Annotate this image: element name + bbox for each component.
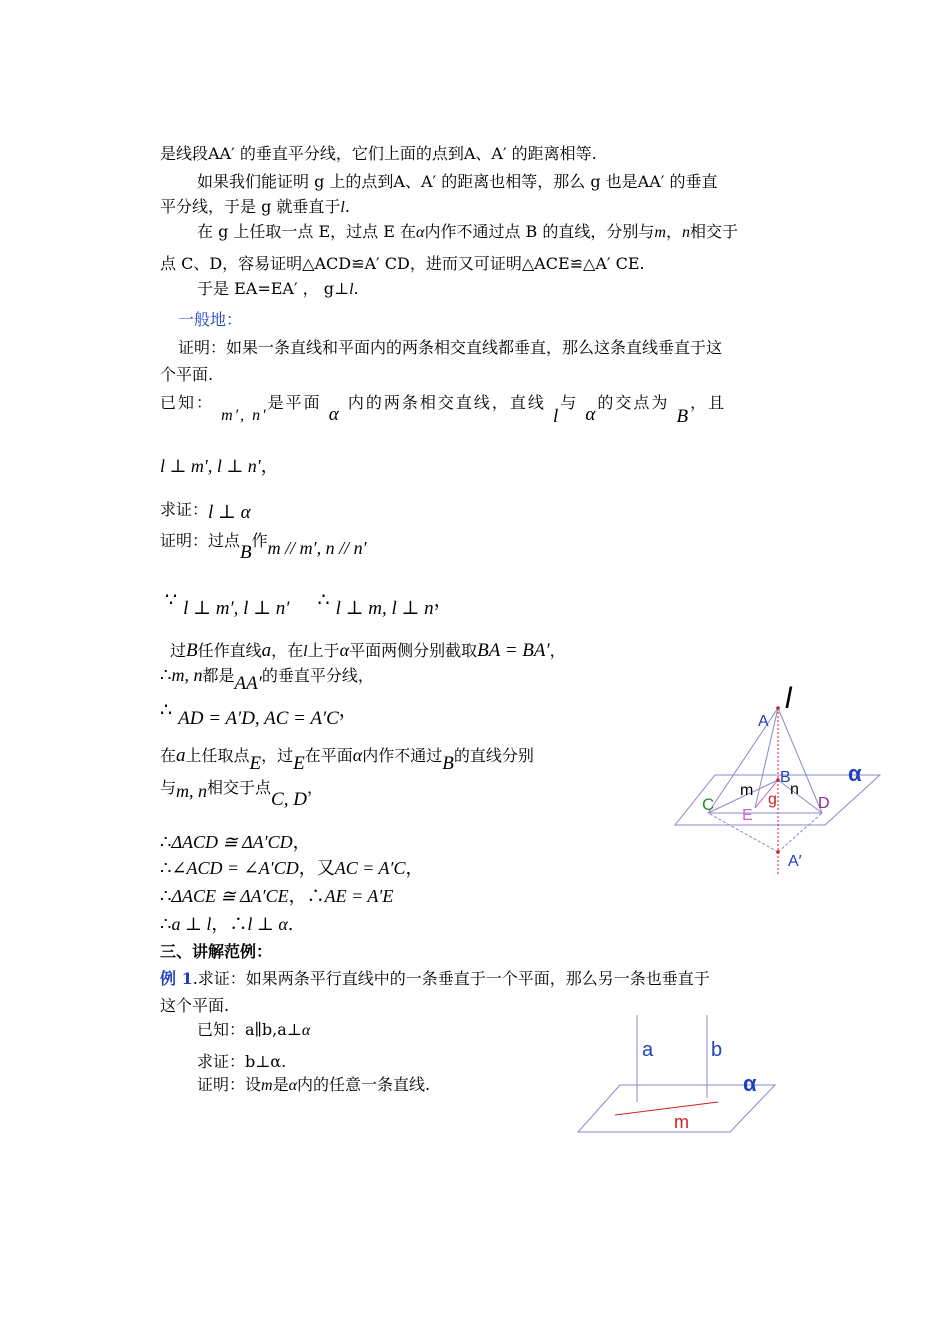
paragraph-2a: 如果我们能证明 g 上的点到A、A′ 的距离也相等，那么 g 也是AA′ 的垂直 <box>197 172 718 191</box>
example-prove: 求证：b⊥α. <box>197 1052 287 1071</box>
paragraph-2b: 平分线，于是 g 就垂直于l. <box>160 197 350 216</box>
proof-line-1: 证明：过点B作m // m′, n // n′ <box>160 531 367 563</box>
label-g: g <box>768 791 777 808</box>
example-proof: 证明：设m是α内的任意一条直线. <box>197 1075 431 1094</box>
label-C: C <box>702 795 715 814</box>
label-D: D <box>818 795 830 812</box>
parallel-lines-figure <box>570 1010 785 1140</box>
theorem-line-b: 个平面. <box>160 365 214 384</box>
example-1b: 这个平面. <box>160 996 230 1015</box>
segment-AD <box>778 708 822 813</box>
step-e: 与m, n相交于点C, D， <box>160 778 323 810</box>
conclusion-3: ∴ΔACE ≅ ΔA′CE，∴AE = A′E <box>160 886 394 907</box>
segment-A2D <box>778 813 822 852</box>
theorem-line-a: 证明：如果一条直线和平面内的两条相交直线都垂直，那么这条直线垂直于这 <box>178 338 723 357</box>
label-alpha: α <box>848 761 862 786</box>
paragraph-4: 于是 EA=EA′ ， g⊥l. <box>197 279 359 298</box>
conclusion-2: ∴∠ACD = ∠A′CD，又AC = A′C， <box>160 858 424 879</box>
label-b: b <box>711 1039 723 1061</box>
label-B: B <box>780 769 791 786</box>
label-alpha: α <box>743 1071 757 1096</box>
paragraph-3a: 在 g 上任取一点 E，过点 E 在α内作不通过点 B 的直线，分别与m，n相交于 <box>197 222 738 241</box>
example-label: 例 1 <box>160 969 193 988</box>
label-n: n <box>790 781 799 798</box>
paragraph-3b: 点 C、D，容易证明△ACD≌A′ CD，进而又可证明△ACE≌△A′ CE. <box>160 254 645 273</box>
label-A: A <box>758 713 769 730</box>
prove-statement: 求证：l ⊥ α <box>160 500 251 523</box>
line-m <box>615 1102 718 1115</box>
section-heading: 三、讲解范例： <box>160 942 273 961</box>
conclusion-1: ∴ΔACD ≅ ΔA′CD， <box>160 832 311 853</box>
paragraph-1: 是线段AA′ 的垂直平分线，它们上面的点到A、A′ 的距离相等. <box>160 144 597 163</box>
step-c: ∴ AD = A′D, AC = A′C， <box>160 699 358 729</box>
example-given: 已知：a∥b,a⊥α <box>197 1020 311 1039</box>
because-symbol: ∵ <box>165 589 178 611</box>
given-condition: l ⊥ m′, l ⊥ n′， <box>160 456 279 477</box>
label-A-prime: A′ <box>788 853 802 870</box>
because-line: ∵ l ⊥ m′, l ⊥ n′ ∴ l ⊥ m, l ⊥ n， <box>165 589 453 619</box>
step-d: 在a上任取点E，过E在平面α内作不通过B的直线分别 <box>160 745 534 774</box>
given-line: 已知： m′, n′是平面 α 内的两条相交直线，直线 l与 α的交点为 B，且 <box>160 393 727 427</box>
label-a: a <box>642 1039 654 1061</box>
therefore-symbol: ∴ <box>317 589 330 611</box>
conclusion-4: ∴a ⊥ l，∴l ⊥ α. <box>160 914 294 935</box>
label-m: m <box>740 782 754 799</box>
label-E: E <box>742 807 753 824</box>
step-a: 过B任作直线a，在l上于α平面两侧分别截取BA = BA′， <box>170 640 566 661</box>
perpendicular-figure <box>660 680 890 880</box>
label-m: m <box>674 1112 689 1132</box>
general-heading: 一般地： <box>178 310 243 329</box>
label-l: l <box>785 682 792 715</box>
example-1: 例 1.求证：如果两条平行直线中的一条垂直于一个平面，那么另一条也垂直于 <box>160 969 710 988</box>
step-b: ∴m, n都是AA′的垂直平分线， <box>160 665 374 694</box>
